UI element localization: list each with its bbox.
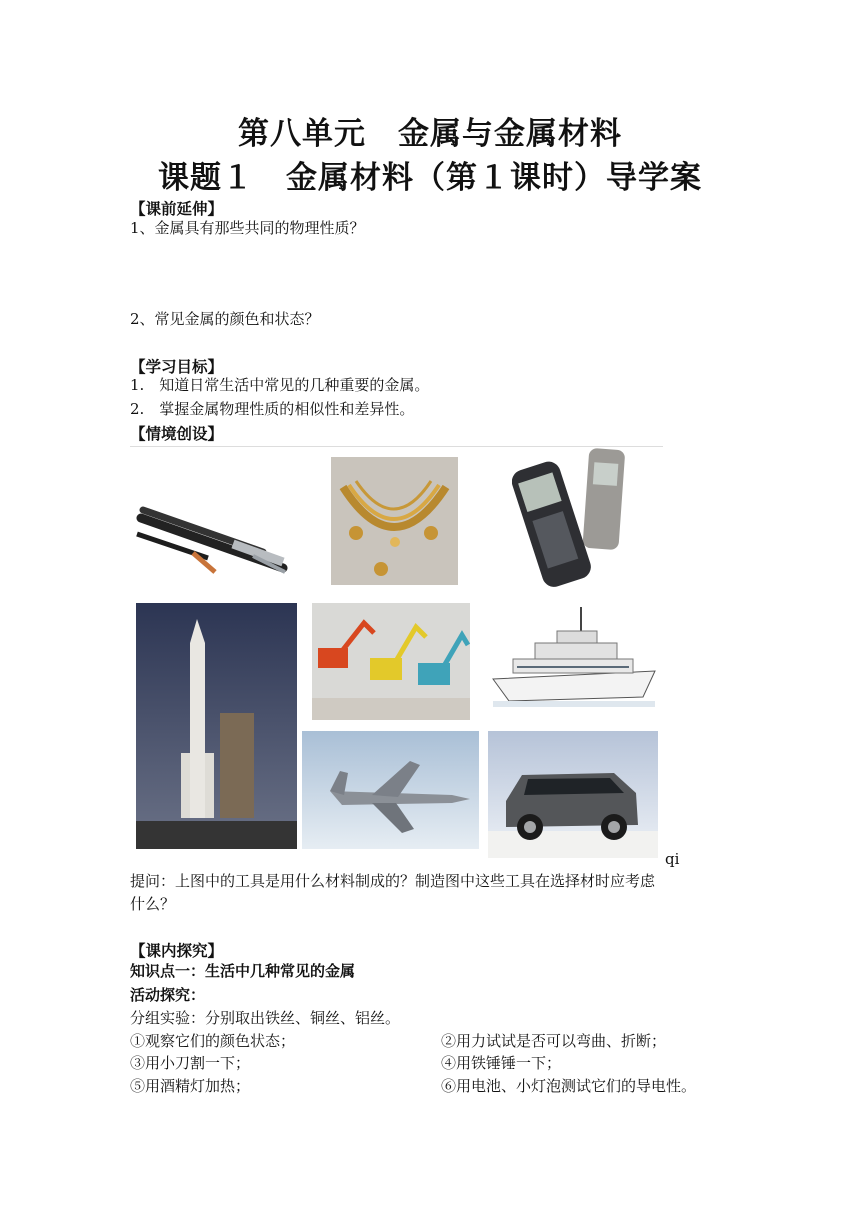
fighter-jet-photo: [302, 731, 479, 849]
cruise-ship-photo: [487, 597, 661, 721]
scenario-heading: 【情境创设】: [130, 424, 224, 443]
step-5: ⑤用酒精灯加热；: [130, 1077, 251, 1095]
scenario-question-line-2: 什么？: [130, 895, 176, 913]
gold-necklace-photo: [331, 457, 458, 585]
rocket-launch-photo: [136, 603, 297, 849]
step-3: ③用小刀割一下；: [130, 1054, 251, 1072]
stray-mark: qi: [665, 850, 680, 868]
scenario-question-line-1: 提问：上图中的工具是用什么材料制成的？制造图中这些工具在选择材时应考虑: [130, 872, 656, 890]
excavators-photo: [312, 603, 470, 720]
step-1: ①观察它们的颜色状态；: [130, 1032, 296, 1050]
goal-item-1: 1. 知道日常生活中常见的几种重要的金属。: [130, 376, 430, 394]
suv-photo: [488, 731, 658, 858]
preview-heading: 【课前延伸】: [130, 199, 224, 218]
preview-question-2: 2、常见金属的颜色和状态？: [130, 310, 320, 328]
inquiry-heading: 【课内探究】: [130, 941, 224, 960]
activity-label: 活动探究：: [130, 986, 206, 1004]
step-4: ④用铁锤锤一下；: [441, 1054, 562, 1072]
step-2: ②用力试试是否可以弯曲、折断；: [441, 1032, 667, 1050]
goals-heading: 【学习目标】: [130, 357, 224, 376]
preview-question-1: 1、金属具有那些共同的物理性质？: [130, 219, 365, 237]
cable-photo: [133, 478, 290, 580]
goal-item-2: 2. 掌握金属物理性质的相似性和差异性。: [130, 400, 415, 418]
document-title: 第八单元 金属与金属材料: [238, 116, 622, 152]
document-subtitle: 课题１ 金属材料（第１课时）导学案: [158, 160, 702, 196]
experiment-description: 分组实验：分别取出铁丝、铜丝、铝丝。: [130, 1009, 401, 1027]
mobile-phones-photo: [512, 447, 634, 591]
step-6: ⑥用电池、小灯泡测试它们的导电性。: [441, 1077, 697, 1095]
knowledge-point-1: 知识点一：生活中几种常见的金属: [130, 962, 356, 980]
